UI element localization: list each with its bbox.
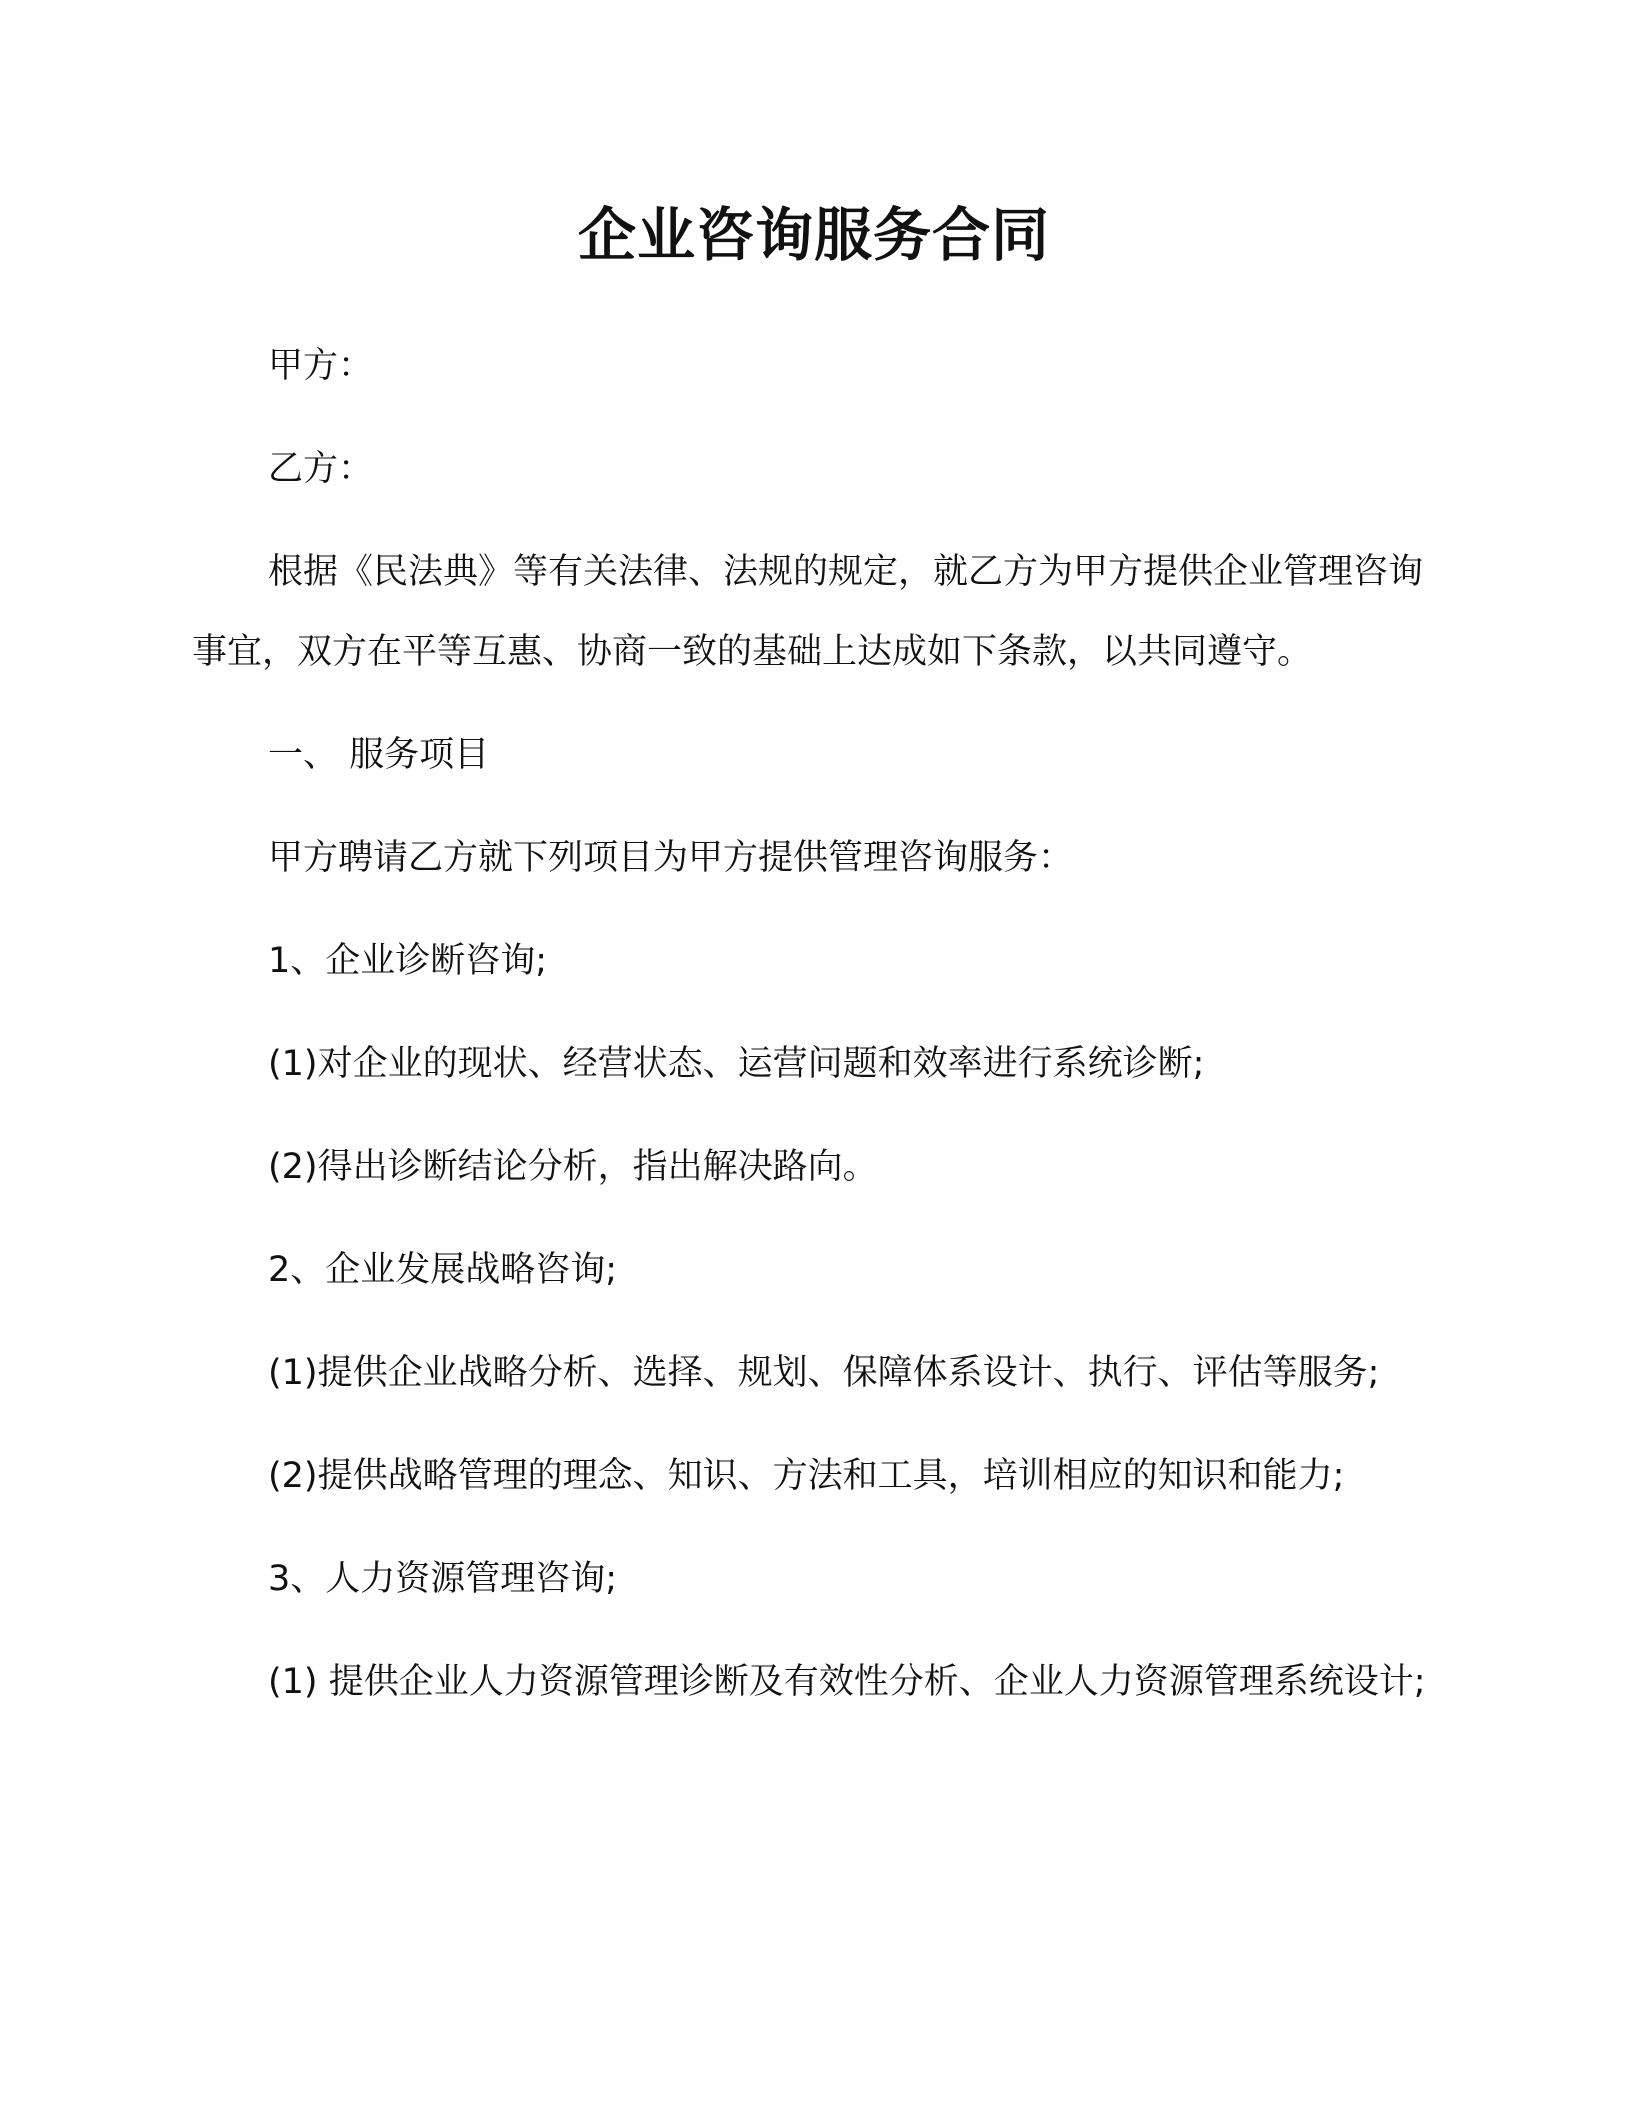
party-b-line: 乙方： [268, 449, 374, 489]
item-2-sub-1: (1)提供企业战略分析、选择、规划、保障体系设计、执行、评估等服务; [268, 1353, 1380, 1393]
item-2-sub-2: (2)提供战略管理的理念、知识、方法和工具，培训相应的知识和能力; [268, 1456, 1345, 1496]
item-1-heading: 1、企业诊断咨询; [268, 941, 548, 981]
party-a-line: 甲方： [268, 346, 374, 386]
item-3-sub-1: (1) 提供企业人力资源管理诊断及有效性分析、企业人力资源管理系统设计; [268, 1662, 1426, 1702]
item-2-heading: 2、企业发展战略咨询; [268, 1250, 618, 1290]
contract-body [192, 200, 1452, 1745]
document-title: 企业咨询服务合同 [577, 201, 1050, 269]
item-1-sub-2: (2)得出诊断结论分析，指出解决路向。 [268, 1147, 878, 1187]
item-3-heading: 3、人力资源管理咨询; [268, 1559, 618, 1599]
section-1-lead: 甲方聘请乙方就下列项目为甲方提供管理咨询服务： [268, 838, 1074, 878]
intro-paragraph: 根据《民法典》等有关法律、法规的规定，就乙方为甲方提供企业管理咨询事宜，双方在平等互惠、协商一致的基础上达成如下条款，以共同遵守。 [192, 552, 1424, 672]
item-1-sub-1: (1)对企业的现状、经营状态、运营问题和效率进行系统诊断; [268, 1044, 1205, 1084]
section-1-heading: 一、 服务项目 [268, 735, 490, 775]
